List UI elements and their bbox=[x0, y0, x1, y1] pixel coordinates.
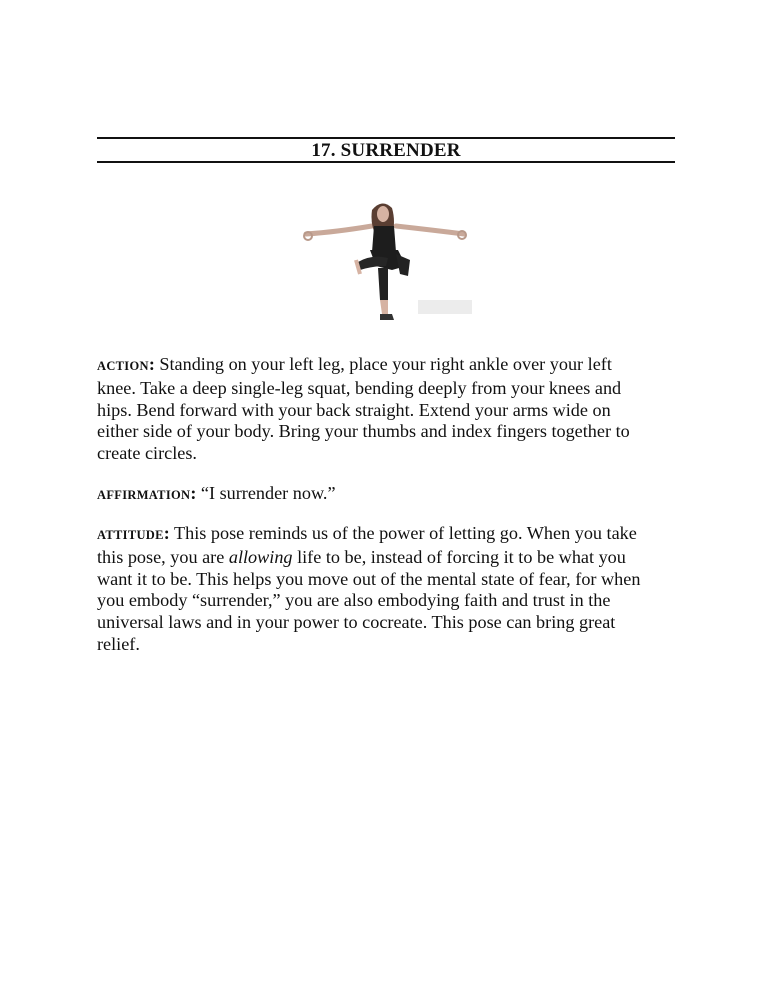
page-title: 17. SURRENDER bbox=[311, 140, 461, 161]
woman-surrender-pose-icon bbox=[296, 196, 476, 328]
attitude-line-1 bbox=[97, 523, 677, 547]
action-line-1 bbox=[97, 354, 677, 378]
attitude-label: ATTITUDE bbox=[97, 528, 164, 542]
attitude-text-line-2b: life to be, instead of forcing it to be what you bbox=[292, 546, 626, 567]
attitude-line-2 bbox=[97, 547, 677, 569]
attitude-text-line-2a: this pose, you are bbox=[97, 546, 229, 567]
pose-photo bbox=[296, 196, 476, 328]
affirmation-line bbox=[97, 483, 677, 507]
attitude-emphasis: allowing bbox=[228, 546, 293, 567]
action-text-line-5: create circles. bbox=[97, 443, 197, 464]
action-label: ACTION bbox=[97, 359, 149, 373]
action-text-line-2: knee. Take a deep single-leg squat, bending deeply from your knees and bbox=[97, 377, 622, 398]
affirmation-section bbox=[97, 483, 677, 507]
attitude-text-line-6: relief. bbox=[97, 633, 140, 654]
action-text-line-3: hips. Bend forward with your back straight. Extend your arms wide on bbox=[97, 399, 611, 420]
action-text-line-1: Standing on your left leg, place your right ankle over your left bbox=[159, 354, 612, 374]
action-colon: : bbox=[148, 354, 155, 374]
attitude-section bbox=[97, 523, 677, 656]
affirmation-label: AFFIRMATION bbox=[97, 488, 191, 502]
attitude-colon: : bbox=[163, 523, 170, 543]
attitude-text-line-4: you embody “surrender,” you are also embodying faith and trust in the bbox=[97, 590, 611, 611]
section-title-band bbox=[97, 137, 675, 163]
action-section bbox=[97, 354, 677, 465]
affirmation-colon: : bbox=[190, 483, 197, 503]
attitude-text-line-1: This pose reminds us of the power of letting go. When you take bbox=[174, 523, 637, 543]
affirmation-text: “I surrender now.” bbox=[200, 483, 336, 503]
attitude-text-line-3: want it to be. This helps you move out of the mental state of fear, for when bbox=[97, 568, 641, 589]
attitude-text-line-5: universal laws and in your power to cocreate. This pose can bring great bbox=[97, 612, 616, 633]
action-text-line-4: either side of your body. Bring your thumbs and index fingers together to bbox=[97, 421, 630, 442]
